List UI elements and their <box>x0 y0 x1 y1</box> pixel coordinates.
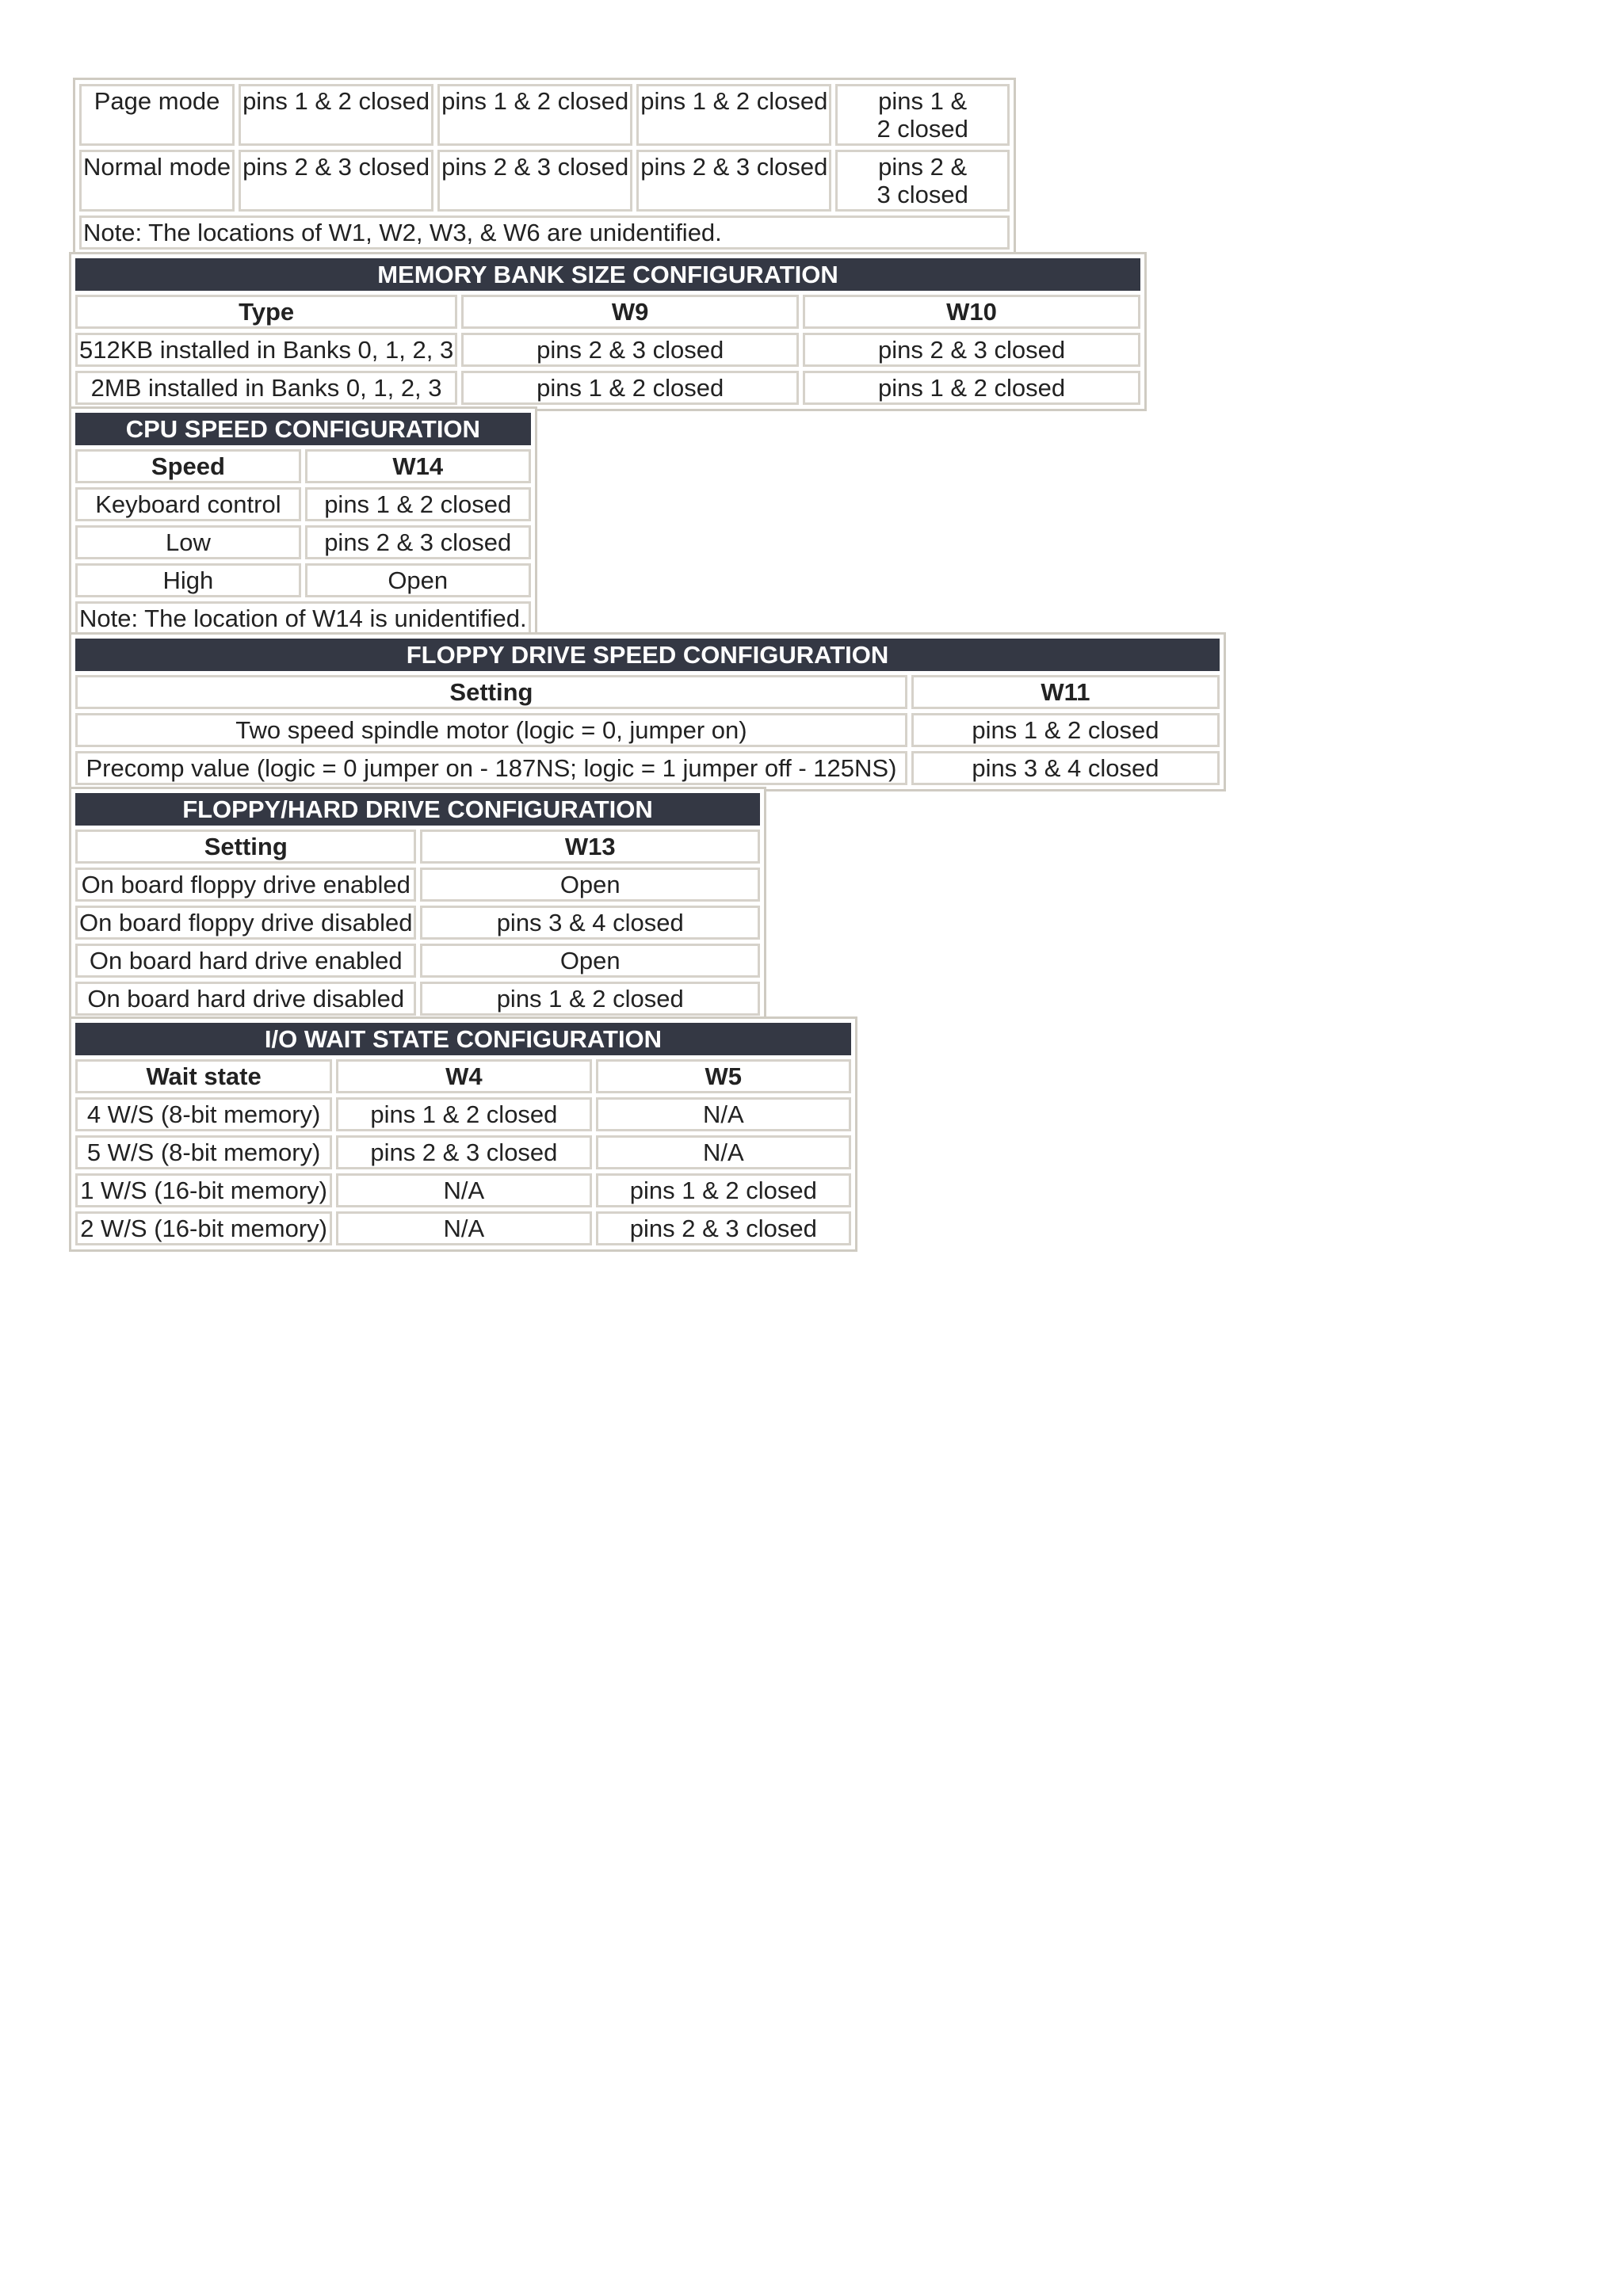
table-cell: pins 2 & 3 closed <box>437 150 632 212</box>
table-header-row <box>75 449 531 483</box>
io-wait-state-table <box>69 1016 857 1252</box>
memory-bank-size-table <box>69 252 1147 411</box>
table-cell: pins 1 & 2 closed <box>420 982 760 1016</box>
table-cell: On board floppy drive disabled <box>75 906 416 940</box>
table-cell: pins 1 & 2 closed <box>803 371 1140 405</box>
table-cell: pins 3 & 4 closed <box>420 906 760 940</box>
table-cell: Two speed spindle motor (logic = 0, jumper on) <box>75 713 907 747</box>
table-cell: pins 2 & 3 closed <box>636 150 831 212</box>
table-cell: pins 1 & 2 closed <box>305 487 531 521</box>
column-header: W11 <box>911 675 1220 709</box>
table-cell: pins 1 & 2 closed <box>911 713 1220 747</box>
column-header: Type <box>75 295 457 329</box>
table-cell: 4 W/S (8-bit memory) <box>75 1097 332 1131</box>
table-header-row <box>75 1059 851 1093</box>
table-note: Note: The locations of W1, W2, W3, & W6 are unidentified. <box>79 215 1010 250</box>
table-cell: pins 2 & 3 closed <box>835 150 1010 212</box>
column-header: W9 <box>461 295 799 329</box>
column-header: Setting <box>75 675 907 709</box>
table-cell: N/A <box>336 1211 591 1245</box>
table-cell: 1 W/S (16-bit memory) <box>75 1173 332 1207</box>
table-cell: High <box>75 563 301 597</box>
table-cell: 2 W/S (16-bit memory) <box>75 1211 332 1245</box>
table-cell: On board hard drive disabled <box>75 982 416 1016</box>
table-cell: Keyboard control <box>75 487 301 521</box>
table-cell: pins 2 & 3 closed <box>803 333 1140 367</box>
table-header-row <box>75 295 1140 329</box>
table-title: FLOPPY/HARD DRIVE CONFIGURATION <box>75 793 760 826</box>
table-title-row <box>75 793 760 826</box>
column-header: W5 <box>596 1059 851 1093</box>
column-header: Speed <box>75 449 301 483</box>
table-title-row <box>75 258 1140 291</box>
table-row <box>75 906 760 940</box>
table-cell: pins 1 & 2 closed <box>336 1097 591 1131</box>
table-cell: N/A <box>596 1097 851 1131</box>
table-cell: pins 2 & 3 closed <box>239 150 433 212</box>
column-header: W4 <box>336 1059 591 1093</box>
column-header: W13 <box>420 830 760 864</box>
table-row <box>75 563 531 597</box>
table-row <box>75 525 531 559</box>
table-row <box>75 944 760 978</box>
table-header-row <box>75 830 760 864</box>
cpu-speed-table <box>69 406 537 642</box>
table-cell: pins 1 & 2 closed <box>596 1173 851 1207</box>
table-title: I/O WAIT STATE CONFIGURATION <box>75 1023 851 1055</box>
column-header: W14 <box>305 449 531 483</box>
table-cell: N/A <box>336 1173 591 1207</box>
table-cell: On board floppy drive enabled <box>75 868 416 902</box>
table-row <box>75 1173 851 1207</box>
table-title-row <box>75 639 1220 671</box>
column-header: Setting <box>75 830 416 864</box>
table-row <box>75 601 531 635</box>
floppy-drive-speed-table <box>69 632 1226 791</box>
table-cell: Open <box>305 563 531 597</box>
table-row <box>75 371 1140 405</box>
table-cell: Open <box>420 944 760 978</box>
table-row <box>75 1211 851 1245</box>
table-title: CPU SPEED CONFIGURATION <box>75 413 531 445</box>
table-row <box>75 868 760 902</box>
table-cell: pins 1 & 2 closed <box>636 84 831 146</box>
table-cell: pins 2 & 3 closed <box>336 1135 591 1169</box>
table-cell: Low <box>75 525 301 559</box>
table-row <box>75 751 1220 785</box>
table-note: Note: The location of W14 is unidentified. <box>75 601 531 635</box>
memory-mode-table <box>73 78 1016 256</box>
table-title-row <box>75 413 531 445</box>
table-cell: pins 1 & 2 closed <box>239 84 433 146</box>
table-title: MEMORY BANK SIZE CONFIGURATION <box>75 258 1140 291</box>
table-cell: pins 1 & 2 closed <box>437 84 632 146</box>
table-row <box>75 487 531 521</box>
floppy-hard-drive-table <box>69 787 766 1022</box>
table-cell: pins 2 & 3 closed <box>461 333 799 367</box>
table-cell: Open <box>420 868 760 902</box>
table-row <box>79 150 1010 212</box>
table-row <box>75 982 760 1016</box>
column-header: W10 <box>803 295 1140 329</box>
table-cell: Page mode <box>79 84 235 146</box>
table-cell: pins 2 & 3 closed <box>596 1211 851 1245</box>
table-row <box>79 84 1010 146</box>
table-cell: Normal mode <box>79 150 235 212</box>
table-cell: 2MB installed in Banks 0, 1, 2, 3 <box>75 371 457 405</box>
column-header: Wait state <box>75 1059 332 1093</box>
table-cell: pins 3 & 4 closed <box>911 751 1220 785</box>
table-header-row <box>75 675 1220 709</box>
table-row <box>75 713 1220 747</box>
table-cell: N/A <box>596 1135 851 1169</box>
table-cell: 512KB installed in Banks 0, 1, 2, 3 <box>75 333 457 367</box>
table-title-row <box>75 1023 851 1055</box>
table-row <box>75 333 1140 367</box>
table-cell: On board hard drive enabled <box>75 944 416 978</box>
table-cell: pins 1 & 2 closed <box>835 84 1010 146</box>
table-row <box>79 215 1010 250</box>
table-row <box>75 1097 851 1131</box>
table-row <box>75 1135 851 1169</box>
table-cell: pins 1 & 2 closed <box>461 371 799 405</box>
table-cell: pins 2 & 3 closed <box>305 525 531 559</box>
table-cell: 5 W/S (8-bit memory) <box>75 1135 332 1169</box>
table-title: FLOPPY DRIVE SPEED CONFIGURATION <box>75 639 1220 671</box>
table-cell: Precomp value (logic = 0 jumper on - 187NS; logic = 1 jumper off - 125NS) <box>75 751 907 785</box>
